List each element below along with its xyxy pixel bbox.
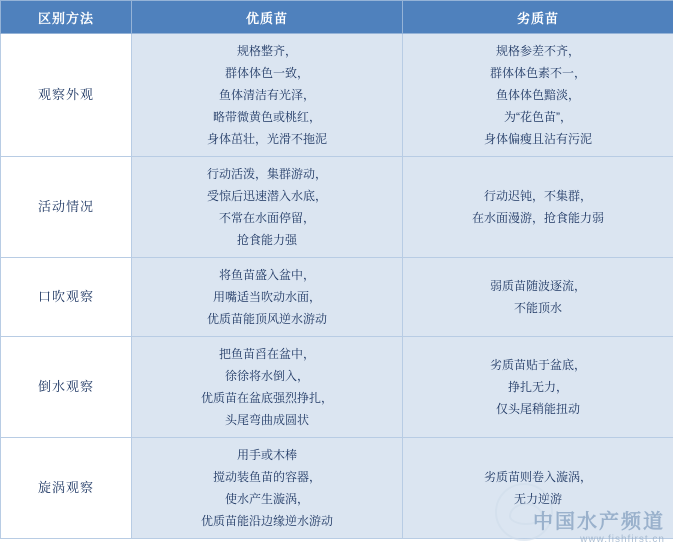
cell-line: 仅头尾稍能扭动 xyxy=(495,402,580,416)
row-good-cell xyxy=(132,337,403,438)
row-label: 活动情况 xyxy=(1,157,132,258)
table-header xyxy=(1,1,673,34)
cell-line: 群体体色素不一， xyxy=(489,66,586,80)
row-bad-cell xyxy=(403,258,673,337)
watermark-title: 中国水产频道 xyxy=(533,511,665,533)
cell-line: 为“花色苗”， xyxy=(504,110,572,124)
cell-line: 规格整齐， xyxy=(236,44,297,58)
row-bad-cell xyxy=(403,157,673,258)
cell-line: 不常在水面停留， xyxy=(218,211,315,225)
cell-line: 无力逆游 xyxy=(513,492,562,506)
cell-line: 使水产生漩涡， xyxy=(224,492,309,506)
cell-line: 优质苗能沿边缘逆水游动 xyxy=(200,514,333,528)
cell-line: 略带微黄色或桃红， xyxy=(212,110,321,124)
cell-line: 挣扎无力， xyxy=(507,380,568,394)
row-good-cell xyxy=(132,438,403,539)
cell-line: 将鱼苗盛入盆中， xyxy=(218,268,315,282)
column-header-good: 优质苗 xyxy=(132,1,403,34)
cell-line: 用手或木棒 xyxy=(236,448,297,462)
row-bad-cell xyxy=(403,34,673,157)
cell-line: 在水面漫游，抢食能力弱 xyxy=(471,211,604,225)
row-good-cell xyxy=(132,258,403,337)
cell-line: 劣质苗则卷入漩涡， xyxy=(483,470,592,484)
row-label: 倒水观察 xyxy=(1,337,132,438)
table-row xyxy=(1,258,673,337)
cell-line: 优质苗在盆底强烈挣扎， xyxy=(200,391,333,405)
row-bad-cell xyxy=(403,337,673,438)
cell-line: 头尾弯曲成圆状 xyxy=(224,413,309,427)
cell-line: 优质苗能顶风逆水游动 xyxy=(206,312,327,326)
row-good-cell xyxy=(132,34,403,157)
table-row xyxy=(1,438,673,539)
cell-line: 行动活泼，集群游动， xyxy=(206,167,327,181)
cell-line: 身体偏瘦且沾有污泥 xyxy=(483,132,592,146)
cell-line: 搅动装鱼苗的容器， xyxy=(212,470,321,484)
cell-line: 身体茁壮，光滑不拖泥 xyxy=(206,132,327,146)
column-header-method: 区别方法 xyxy=(1,1,132,34)
cell-line: 劣质苗贴于盆底， xyxy=(489,358,586,372)
cell-line: 受惊后迅速潜入水底， xyxy=(206,189,327,203)
row-label: 口吹观察 xyxy=(1,258,132,337)
cell-line: 群体体色一致， xyxy=(224,66,309,80)
cell-line: 徐徐将水倒入， xyxy=(224,369,309,383)
cell-line: 行动迟钝，不集群， xyxy=(483,189,592,203)
column-header-bad: 劣质苗 xyxy=(403,1,673,34)
cell-line: 鱼体清洁有光泽， xyxy=(218,88,315,102)
cell-line: 抢食能力强 xyxy=(236,233,297,247)
table-row xyxy=(1,34,673,157)
row-label: 观察外观 xyxy=(1,34,132,157)
row-bad-cell xyxy=(403,438,673,539)
cell-line: 规格参差不齐， xyxy=(495,44,580,58)
table-header-row xyxy=(1,1,673,34)
watermark-url: www.fishfirst.cn xyxy=(580,534,665,545)
table-row xyxy=(1,157,673,258)
cell-line: 用嘴适当吹动水面， xyxy=(212,290,321,304)
row-good-cell xyxy=(132,157,403,258)
cell-line: 鱼体体色黯淡， xyxy=(495,88,580,102)
cell-line: 弱质苗随波逐流， xyxy=(489,279,586,293)
row-label: 旋涡观察 xyxy=(1,438,132,539)
cell-line: 不能顶水 xyxy=(513,301,562,315)
cell-line: 把鱼苗舀在盆中， xyxy=(218,347,315,361)
table-body xyxy=(1,34,673,539)
table-row xyxy=(1,337,673,438)
